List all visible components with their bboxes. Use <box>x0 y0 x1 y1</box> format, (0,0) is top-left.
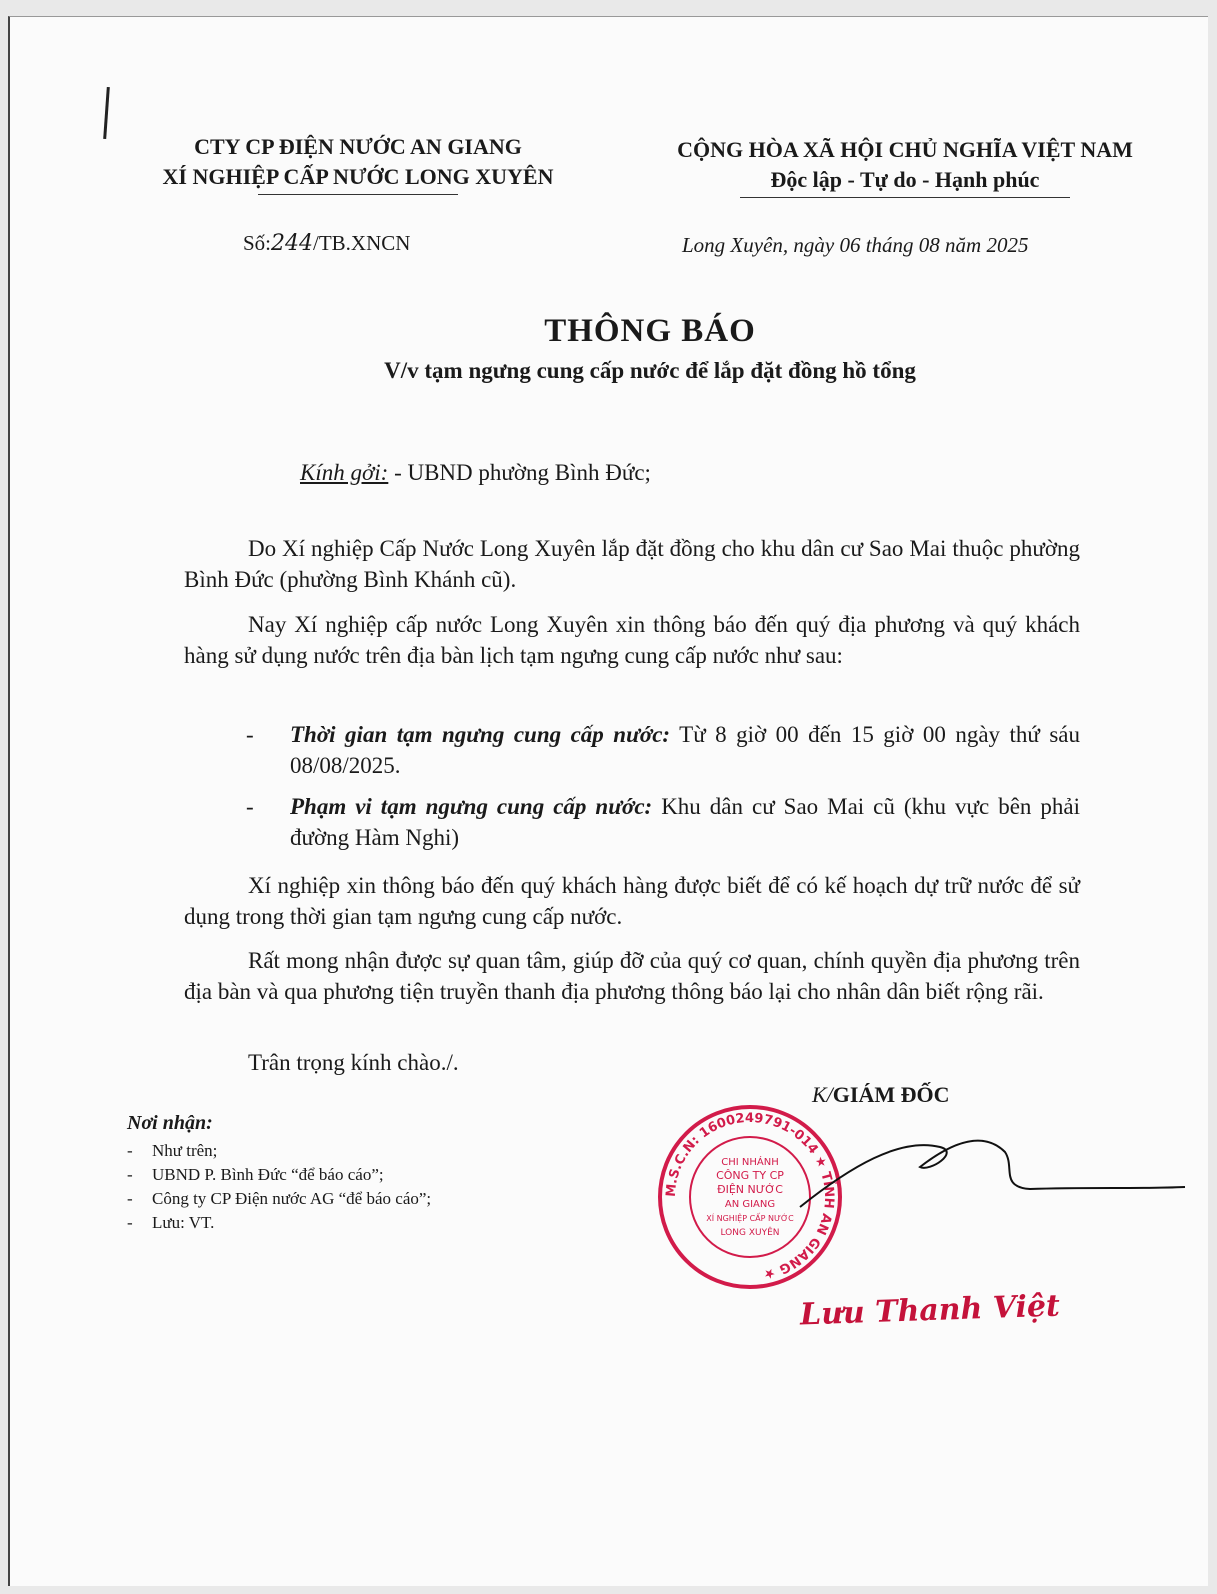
issuer-header <box>138 132 578 195</box>
issuer-company: CTY CP ĐIỆN NƯỚC AN GIANG <box>194 134 522 159</box>
paragraph-1-text: Do Xí nghiệp Cấp Nước Long Xuyên lắp đặt đồng cho khu dân cư Sao Mai thuộc phường Bình Đức (phường Bình Khánh cũ). <box>184 536 1080 592</box>
recipients-title: Nơi nhận: <box>127 1112 213 1134</box>
signer-name: Lưu Thanh Việt <box>799 1288 1061 1333</box>
recipient-item: - UBND P. Bình Đức “để báo cáo”; <box>127 1163 431 1187</box>
seal-line: LONG XUYÊN <box>720 1228 780 1238</box>
greeting-label: Kính gởi: <box>300 460 389 485</box>
seal-line: ĐIỆN NƯỚC <box>717 1183 783 1196</box>
seal-line: CÔNG TY CP <box>716 1169 784 1182</box>
paragraph-4 <box>184 945 1080 1007</box>
pen-mark <box>103 87 110 139</box>
greeting-recipient: - UBND phường Bình Đức; <box>388 460 651 485</box>
document-number <box>243 231 410 256</box>
national-motto: Độc lập - Tự do - Hạnh phúc <box>770 167 1040 192</box>
closing <box>184 1047 1080 1078</box>
seal-line: CHI NHÁNH <box>721 1157 779 1168</box>
seal-line: AN GIANG <box>724 1199 776 1210</box>
bullet-item: - Phạm vi tạm ngưng cung cấp nước: Khu dân cư Sao Mai cũ (khu vực bên phải đường Hàm Nghi) <box>246 794 1080 850</box>
document-page <box>8 16 1208 1586</box>
paragraph-3 <box>184 870 1080 932</box>
paragraph-4-text: Rất mong nhận được sự quan tâm, giúp đỡ của quý cơ quan, chính quyền địa phương trên địa bàn và qua phương tiện truyền thanh địa phương thông báo lại cho nhân dân biết rộng rãi. <box>184 948 1080 1004</box>
seal-line: XÍ NGHIỆP CẤP NƯỚC <box>706 1214 794 1223</box>
recipients-list <box>127 1111 431 1235</box>
issuer-unit: XÍ NGHIỆP CẤP NƯỚC LONG XUYÊN <box>162 164 554 189</box>
recipient-item: - Lưu: VT. <box>127 1211 431 1235</box>
bullet-label: Thời gian tạm ngưng cung cấp nước: <box>290 722 671 747</box>
paragraph-2-text: Nay Xí nghiệp cấp nước Long Xuyên xin thông báo đến quý địa phương và quý khách hàng sử dụng nước trên địa bàn lịch tạm ngưng cung cấp nước như sau: <box>184 612 1080 668</box>
bullet-text: Từ 8 giờ 00 đến 15 giờ 00 ngày thứ sáu 08/08/2025. <box>290 722 1081 778</box>
date-line: Long Xuyên, ngày 06 tháng 08 năm 2025 <box>682 233 1029 257</box>
signer-role-text: GIÁM ĐỐC <box>832 1082 950 1107</box>
national-title: CỘNG HÒA XÃ HỘI CHỦ NGHĨA VIỆT NAM <box>677 137 1133 162</box>
bullet-item: - Thời gian tạm ngưng cung cấp nước: Từ 8 giờ 00 đến 15 giờ 00 ngày thứ sáu 08/08/2025. <box>246 722 1081 778</box>
closing-text: Trân trọng kính chào./. <box>248 1050 459 1075</box>
signer-prefix: K/ <box>812 1082 833 1107</box>
paragraph-1 <box>184 533 1080 595</box>
doc-number-handwritten: 244 <box>271 231 314 256</box>
bullet-text: Khu dân cư Sao Mai cũ (khu vực bên phải đường Hàm Nghi) <box>290 794 1080 850</box>
greeting <box>300 460 651 486</box>
issuer-underline <box>258 194 458 195</box>
bullet-label: Phạm vi tạm ngưng cung cấp nước: <box>290 794 653 819</box>
doc-number-suffix: /TB.XNCN <box>313 231 411 255</box>
recipient-item: - Công ty CP Điện nước AG “để báo cáo”; <box>127 1187 431 1211</box>
document-title: THÔNG BÁO <box>544 313 756 349</box>
document-subject: V/v tạm ngưng cung cấp nước để lắp đặt đồng hồ tổng <box>384 358 916 383</box>
paragraph-2 <box>184 609 1080 671</box>
paragraph-3-text: Xí nghiệp xin thông báo đến quý khách hàng được biết để có kế hoạch dự trữ nước để sử dụng trong thời gian tạm ngưng cung cấp nước. <box>184 873 1080 929</box>
motto-underline <box>740 197 1070 198</box>
recipient-item: - Như trên; <box>127 1139 431 1163</box>
national-header <box>650 135 1160 198</box>
handwritten-signature <box>790 1127 1190 1217</box>
doc-number-prefix: Số: <box>243 231 272 255</box>
seal-ring-text: M.S.C.N: 1600249791-014 ★ TỈNH AN GIANG ★ <box>663 1110 837 1282</box>
